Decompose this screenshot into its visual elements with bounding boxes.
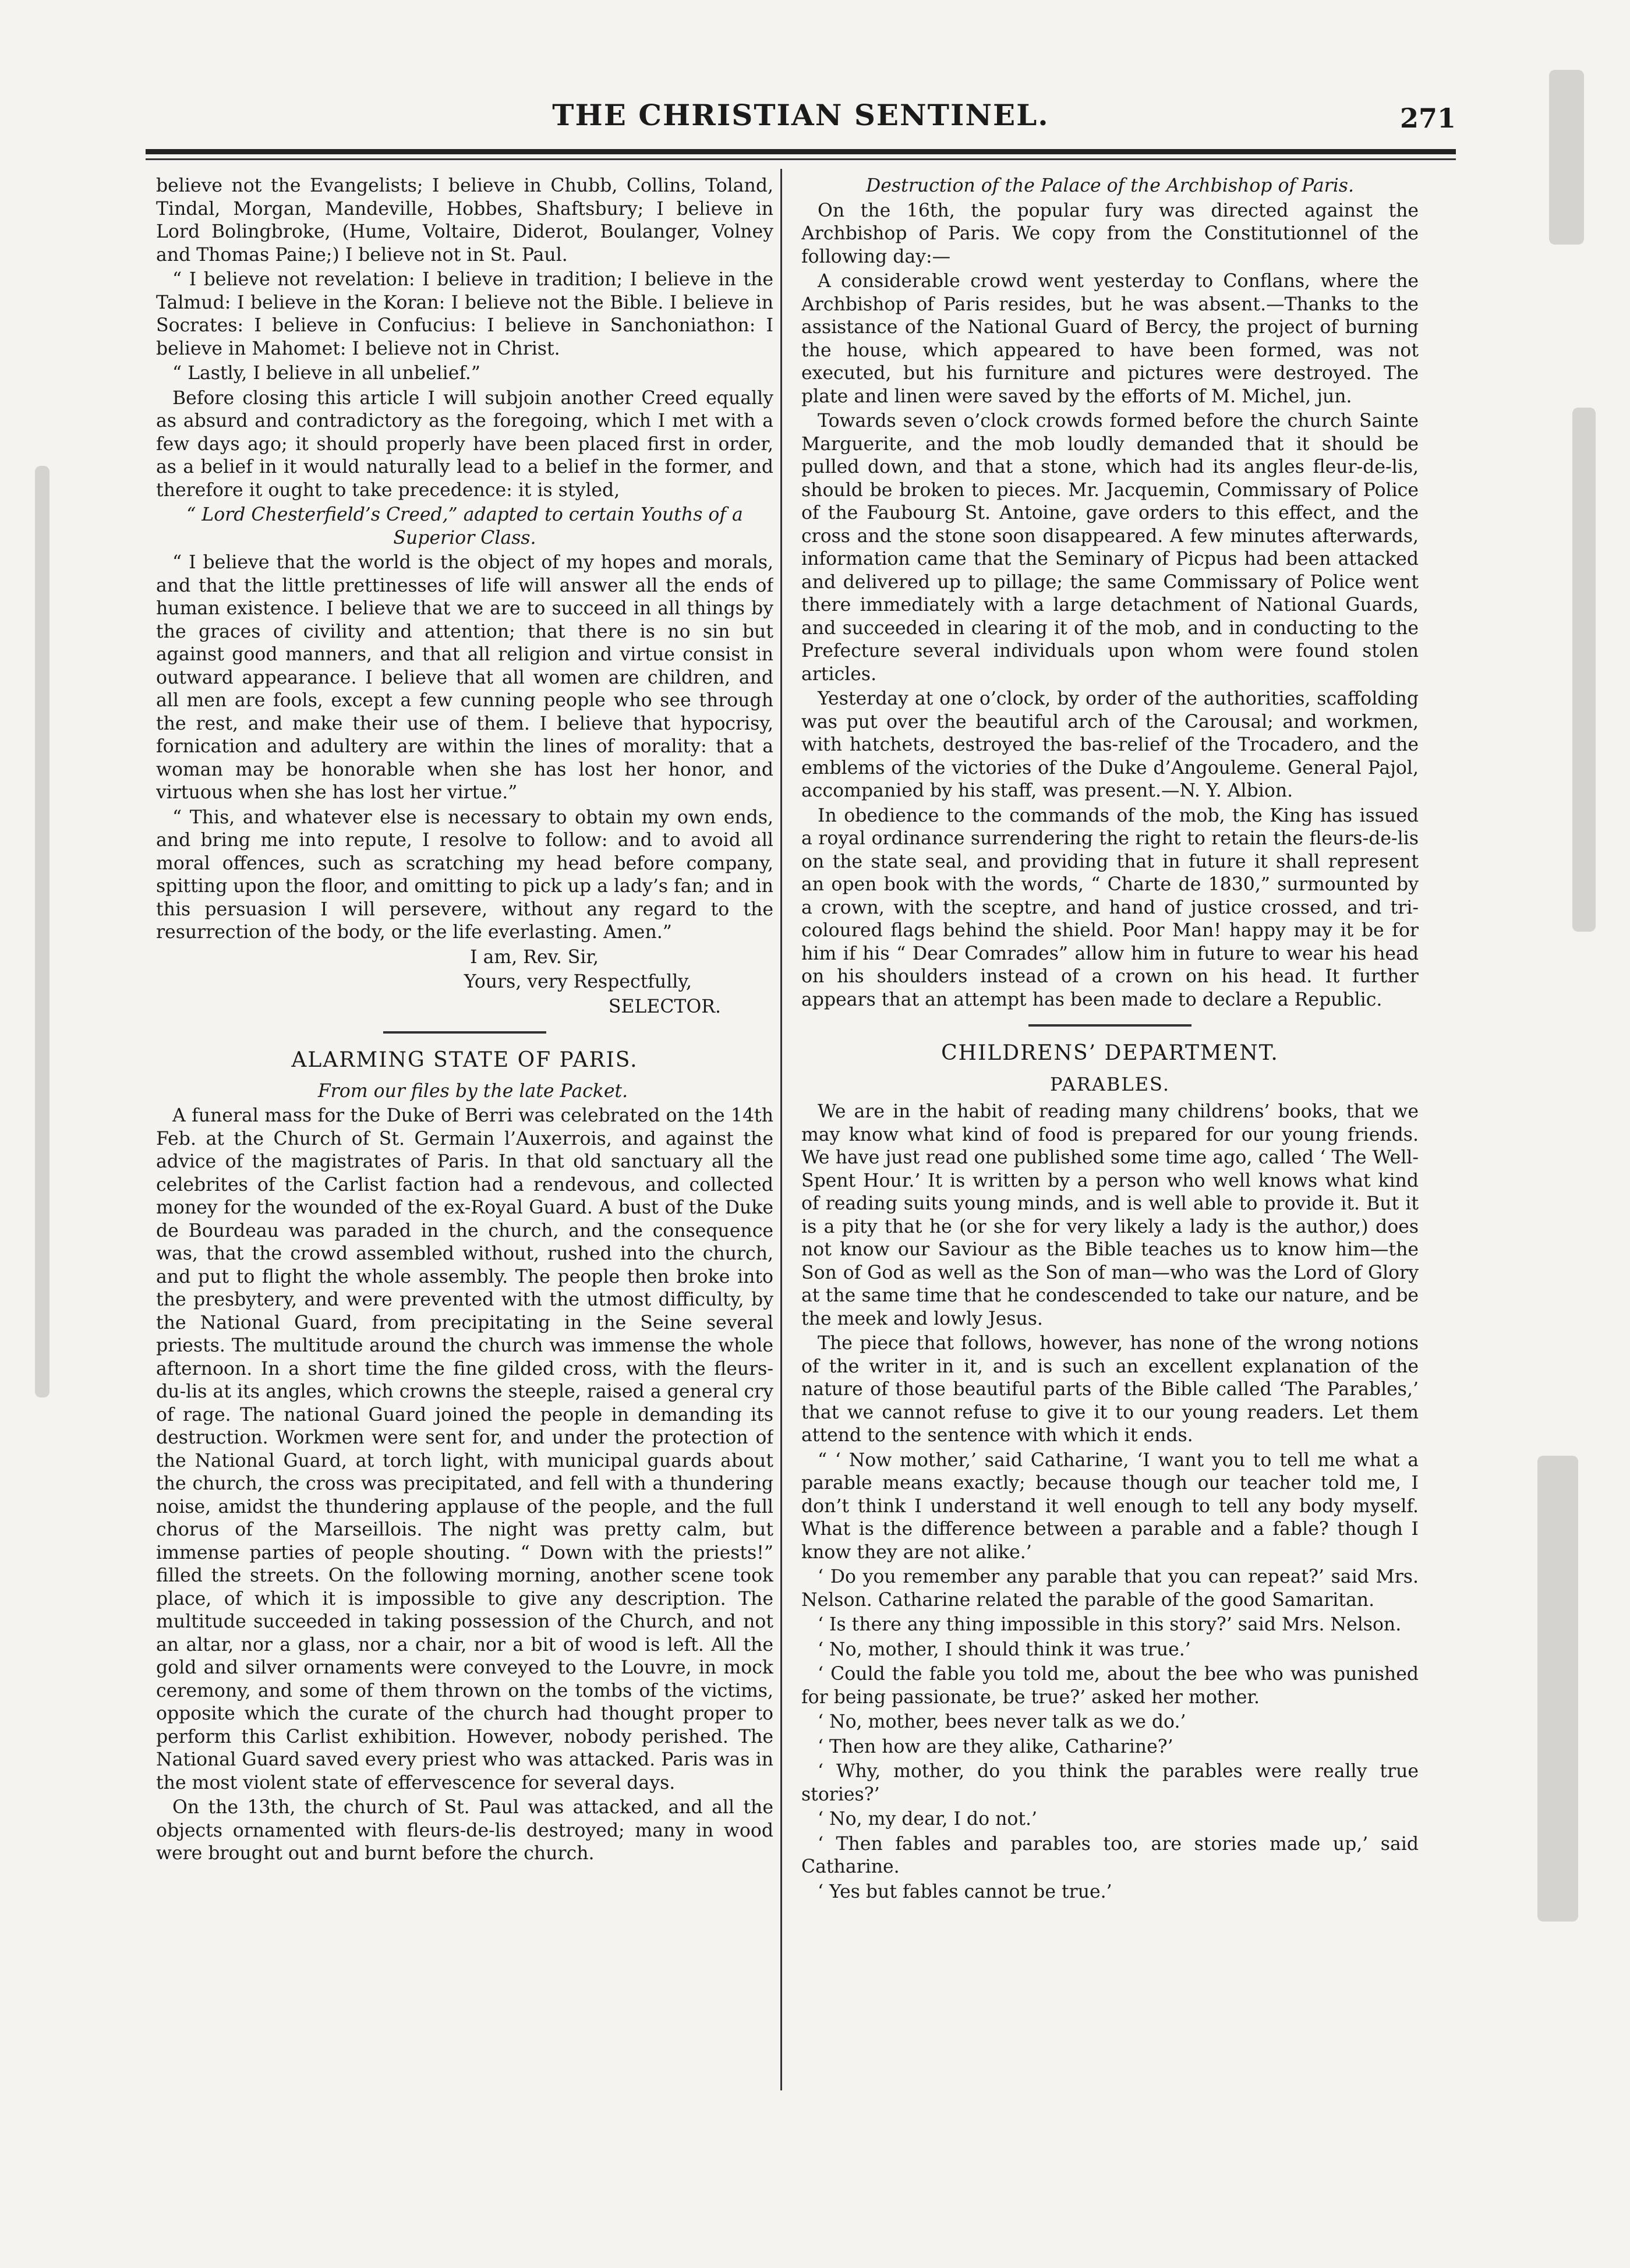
- article-paragraph: The piece that follows, however, has none of the wrong notions of the writer in it, and is such an excellent explanation of the nature of those beautiful parts of the Bible called ‘The Parables,’ that we cannot refuse to give it to our young readers. Let them attend to the sentence with which it ends.: [801, 1333, 1419, 1446]
- section-title-childrens: CHILDRENS’ DEPARTMENT.: [941, 1041, 1279, 1065]
- signoff-signature: SELECTOR.: [608, 996, 721, 1017]
- scan-noise: [1572, 408, 1596, 932]
- dialogue-paragraph: ‘ No, mother, I should think it was true.’: [818, 1639, 1191, 1660]
- article-paragraph: A considerable crowd went yesterday to Conflans, where the Archbishop of Paris resides, but he was absent.—Thanks to the assistance of the National Guard of Bercy, the project of burning the house, which appeared to have been formed, was not executed, but his furniture and pictures were destroyed. The plate and linen were saved by the efforts of M. Michel, jun.: [801, 271, 1419, 407]
- article-paragraph: In obedience to the commands of the mob, the King has issued a royal ordinance surrendering the right to retain the fleurs-de-lis on the state seal, and providing that in future it shall represent an open book with the words, “ Charte de 1830,” surmounted by a crown, with the sceptre, and hand of justice crossed, and tri-coloured flags behind the shield. Poor Man! happy may it be for him if his “ Dear Comrades” allow him in future to wear his head on his shoulders instead of a crown on his head. It further appears that an attempt has been made to declare a Republic.: [801, 805, 1419, 1010]
- page-header: [146, 98, 1456, 139]
- column-divider: [780, 169, 782, 2090]
- creed-paragraph: “ I believe not revelation: I believe in tradition; I believe in the Talmud: I believe in the Koran: I believe not the Bible. I believe in Socrates: I believe in Confucius: I believe in Sanchoniathon: I believe in Mahomet: I believe not in Christ.: [156, 269, 773, 359]
- signoff-line: Yours, very Respectfully,: [464, 971, 692, 992]
- dialogue-paragraph: ‘ Do you remember any parable that you can repeat?’ said Mrs. Nelson. Catharine related the parable of the good Samaritan.: [801, 1566, 1419, 1611]
- dialogue-paragraph: ‘ No, my dear, I do not.’: [818, 1809, 1038, 1830]
- creed-intro-paragraph: Before closing this article I will subjoin another Creed equally as absurd and contradictory as the foregoing, which I met with a few days ago; it should properly have been placed first in order, as a belief in it would naturally lead to a belief in the former, and therefore it ought to take precedence: it is styled,: [156, 387, 773, 501]
- dialogue-paragraph: ‘ Could the fable you told me, about the bee who was punished for being passionate, be true?’ asked her mother.: [801, 1664, 1419, 1708]
- header-rule: [146, 149, 1456, 154]
- section-subtitle-parables: PARABLES.: [1050, 1073, 1170, 1095]
- creed-paragraph: “ Lastly, I believe in all unbelief.”: [172, 363, 480, 384]
- article-paragraph: Yesterday at one o’clock, by order of the authorities, scaffolding was put over the beautiful arch of the Carousal; and workmen, with hatchets, destroyed the bas-relief of the Trocadero, and the emblems of the victories of the Duke d’Angouleme. General Pajol, accompanied by his staff, was present.—N. Y. Albion.: [801, 688, 1419, 801]
- article-paragraph: We are in the habit of reading many childrens’ books, that we may know what kind of food is prepared for our young friends. We have just read one published some time ago, called ‘ The Well-Spent Hour.’ It is written by a person who well knows what kind of reading suits young minds, and is well able to provide it. But it is a pity that he (or she for very likely a lady is the author,) does not know our Saviour as the Bible teaches us to know him—the Son of God as well as the Son of man—who was the Lord of Glory at the same time that he condescended to take our nature, and be the meek and lowly Jesus.: [801, 1101, 1419, 1329]
- scan-noise: [1537, 1456, 1578, 1922]
- masthead-title: THE CHRISTIAN SENTINEL.: [552, 98, 1049, 132]
- dialogue-paragraph: “ ‘ Now mother,’ said Catharine, ‘I want you to tell me what a parable means exactly; because though our teacher told me, I don’t think I understand it well enough to tell any body myself. What is the difference between a parable and a fable? though I know they are not alike.’: [801, 1449, 1419, 1563]
- dialogue-paragraph: ‘ No, mother, bees never talk as we do.’: [818, 1711, 1186, 1732]
- scan-noise: [35, 466, 49, 1397]
- left-column: [156, 175, 773, 2096]
- dialogue-paragraph: ‘ Then fables and parables too, are stories made up,’ said Catharine.: [801, 1833, 1419, 1877]
- section-divider: [1028, 1024, 1191, 1027]
- article-paragraph: A funeral mass for the Duke of Berri was celebrated on the 14th Feb. at the Church of St. Germain l’Auxerrois, and against the advice of the magistrates of Paris. In that old sanctuary all the celebrites of the Carlist faction had a rendevous, and collected money for the wounded of the ex-Royal Guard. A bust of the Duke de Bourdeau was paraded in the church, and the consequence was, that the crowd assembled without, rushed into the church, and put to flight the whole assembly. The people then broke into the presbytery, and were prevented with the utmost difficulty, by the National Guard, from precipitating in the Seine several priests. The multitude around the church was immense the whole afternoon. In a short time the fine gilded cross, with the fleurs-du-lis at its angles, which crowns the steeple, raised a general cry of rage. The national Guard joined the people in demanding its destruction. Workmen were sent for, and under the protection of the National Guard, at torch light, with municipal guards about the church, the cross was precipitated, and fell with a thundering noise, amidst the thundering applause of the people, and the full chorus of the Marseillois. The night was pretty calm, but immense parties of people shouting. “ Down with the priests!” filled the streets. On the following morning, another scene took place, of which it is impossible to give any description. The multitude succeeded in taking possession of the Church, and not an altar, nor a glass, nor a chair, nor a bit of wood is left. All the gold and silver ornaments were conveyed to the Louvre, in mock ceremony, and some of them thrown on the tombs of the victims, opposite which the curate of the church had thought proper to perform this Carlist exhibition. However, nobody perished. The National Guard saved every priest who was attacked. Paris was in the most violent state of effervescence for several days.: [156, 1105, 773, 1793]
- dialogue-paragraph: ‘ Is there any thing impossible in this story?’ said Mrs. Nelson.: [818, 1614, 1402, 1635]
- header-rule-thin: [146, 158, 1456, 160]
- chesterfield-paragraph: “ This, and whatever else is necessary to obtain my own ends, and bring me into repute, I resolve to follow: and to avoid all moral offences, such as scratching my head before company, spitting upon the floor, and omitting to pick up a lady’s fan; and in this persuasion I will persevere, without any regard to the resurrection of the body, or the life everlasting. Amen.”: [156, 806, 773, 943]
- article-paragraph: On the 13th, the church of St. Paul was attacked, and all the objects ornamented with fleurs-de-lis destroyed; many in wood were brought out and burnt before the church.: [156, 1797, 773, 1864]
- chesterfield-heading: “ Lord Chesterfield’s Creed,” adapted to certain Youths of a Superior Class.: [186, 504, 743, 549]
- article-paragraph: Towards seven o’clock crowds formed before the church Sainte Marguerite, and the mob loudly demanded that it should be pulled down, and that a stone, which had its angles fleur-de-lis, should be broken to pieces. Mr. Jacquemin, Commissary of Police of the Faubourg St. Antoine, gave orders to this effect, and the cross and the stone soon disappeared. A few minutes afterwards, information came that the Seminary of Picpus had been attacked and delivered up to pillage; the same Commissary of Police went there immediately with a large detachment of National Guards, and succeeded in clearing it of the mob, and in conducting to the Prefecture several individuals upon whom were found stolen articles.: [801, 411, 1419, 685]
- article-paragraph: On the 16th, the popular fury was directed against the Archbishop of Paris. We copy from the Constitutionnel of the following day:—: [801, 200, 1419, 267]
- signoff-line: I am, Rev. Sir,: [470, 946, 599, 968]
- creed-paragraph: believe not the Evangelists; I believe in Chubb, Collins, Toland, Tindal, Morgan, Mandeville, Hobbes, Shaftsbury; I believe in Lord Bolingbroke, (Hume, Voltaire, Diderot, Boulanger, Volney and Thomas Paine;) I believe not in St. Paul.: [156, 175, 773, 266]
- chesterfield-paragraph: “ I believe that the world is the object of my hopes and morals, and that the little prettinesses of life will answer all the ends of human existence. I believe that we are to succeed in all things by the graces of civility and attention; that there is no sin but against good manners, and that all religion and virtue consist in outward appearance. I believe that all women are children, and all men are fools, except a few cunning people who see through the rest, and make their use of them. I believe that hypocrisy, fornication and adultery are within the lines of morality: that a woman may be honorable when she has lost her honor, and virtuous when she has lost her virtue.”: [156, 552, 773, 803]
- section-source: From our files by the late Packet.: [317, 1080, 628, 1102]
- section-title-paris: ALARMING STATE OF PARIS.: [291, 1048, 638, 1072]
- article-title-destruction: Destruction of the Palace of the Archbishop of Paris.: [866, 175, 1354, 196]
- dialogue-paragraph: ‘ Yes but fables cannot be true.’: [818, 1881, 1112, 1902]
- page-number: 271: [1399, 102, 1456, 134]
- right-column: [801, 175, 1419, 2096]
- section-divider: [383, 1031, 546, 1034]
- dialogue-paragraph: ‘ Then how are they alike, Catharine?’: [818, 1736, 1173, 1757]
- scan-noise: [1549, 70, 1584, 245]
- dialogue-paragraph: ‘ Why, mother, do you think the parables were really true stories?’: [801, 1761, 1419, 1805]
